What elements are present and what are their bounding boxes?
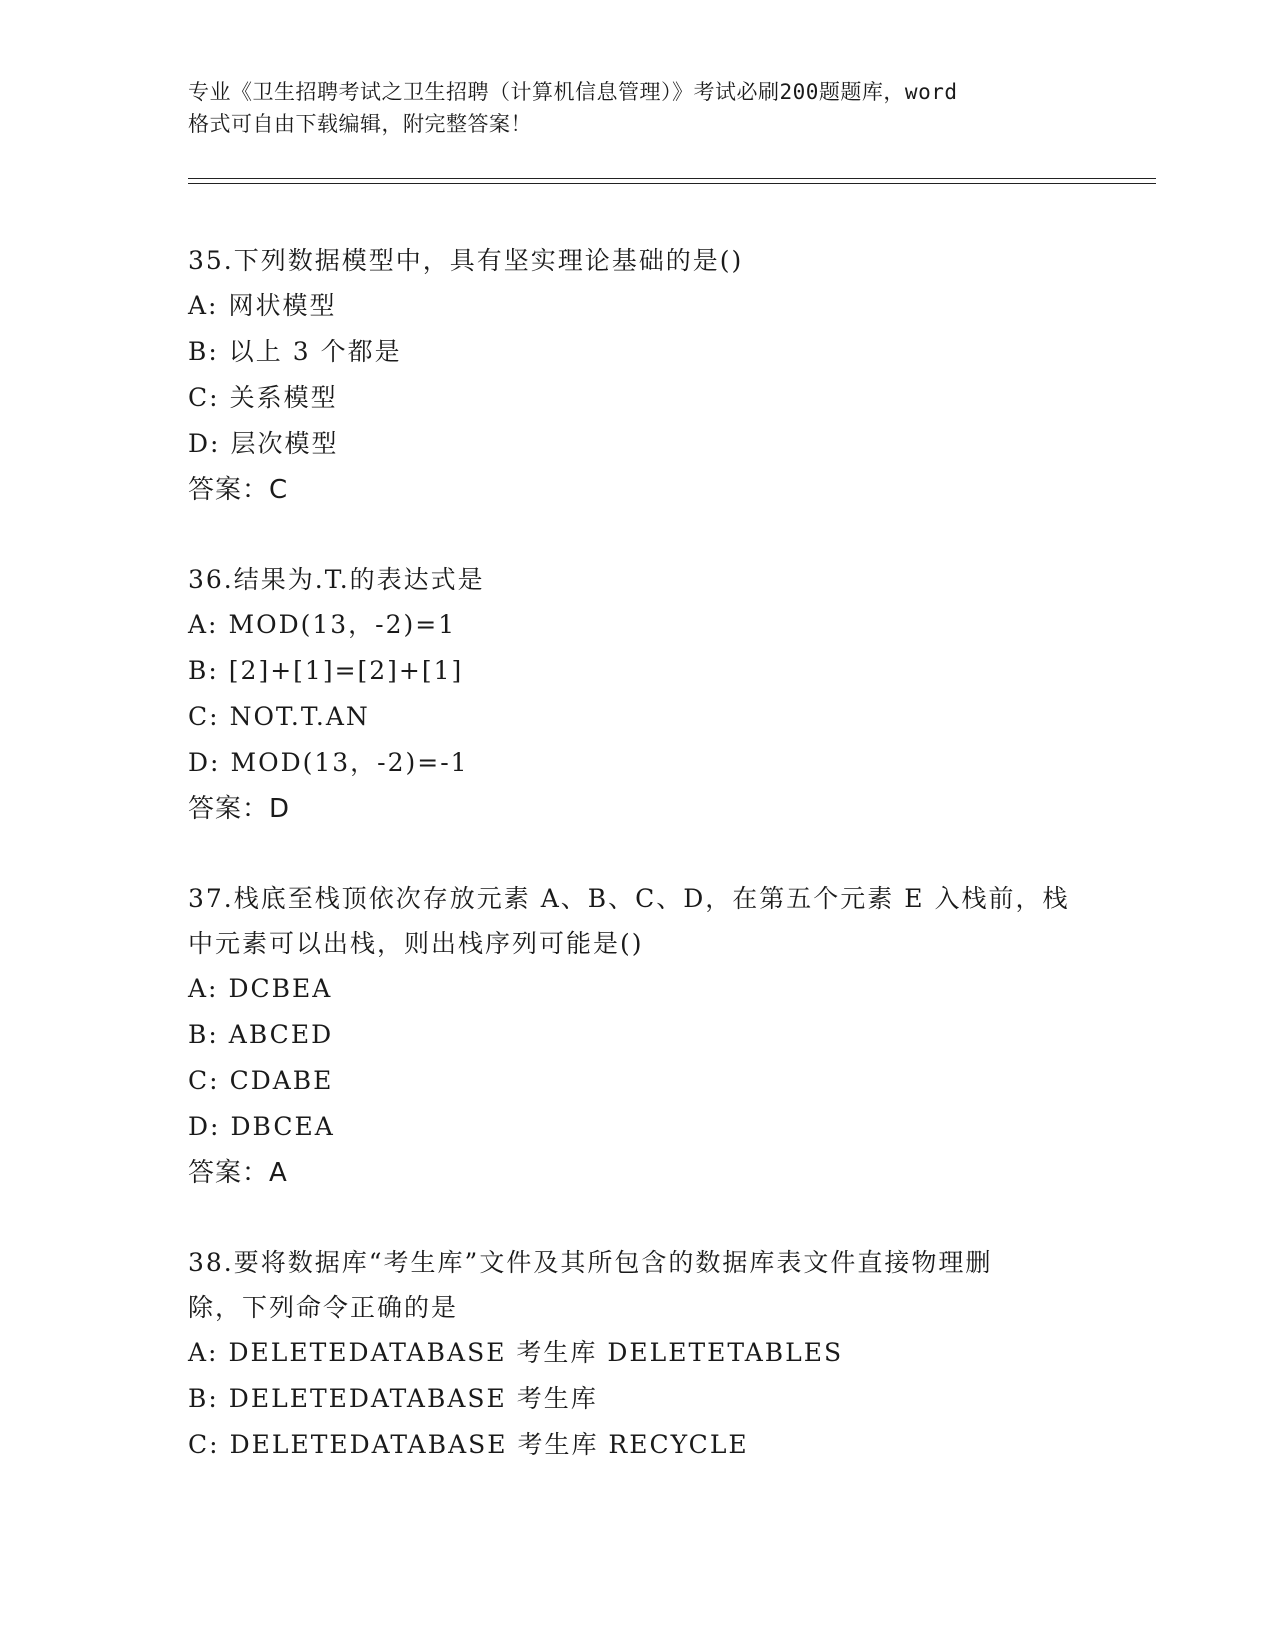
option-text: 关系模型 bbox=[229, 383, 338, 412]
question-35 bbox=[188, 238, 1088, 513]
option-label: B: bbox=[188, 656, 219, 685]
option-label: C: bbox=[188, 1430, 220, 1459]
option-label: A: bbox=[188, 974, 219, 1003]
option-label: D: bbox=[188, 748, 221, 777]
option-label: C: bbox=[188, 383, 220, 412]
option-text: NOT.T.AN bbox=[229, 702, 370, 731]
question-stem: 36.结果为.T.的表达式是 bbox=[188, 565, 485, 594]
option-label: B: bbox=[188, 1020, 219, 1049]
option-label: B: bbox=[188, 1384, 219, 1413]
option-a bbox=[188, 602, 1088, 648]
option-c bbox=[188, 694, 1088, 740]
option-c bbox=[188, 375, 1088, 421]
header-line-2: 格式可自由下载编辑，附完整答案！ bbox=[188, 112, 532, 136]
option-text: 网状模型 bbox=[228, 291, 337, 320]
option-text: DCBEA bbox=[228, 974, 333, 1003]
option-text: DBCEA bbox=[230, 1112, 335, 1141]
option-label: D: bbox=[188, 1112, 221, 1141]
question-36 bbox=[188, 557, 1088, 832]
question-stem: 35.下列数据模型中，具有坚实理论基础的是() bbox=[188, 246, 744, 275]
option-d bbox=[188, 421, 1088, 467]
option-text: DELETEDATABASE 考生库 bbox=[228, 1384, 598, 1413]
answer-line: 答案：C bbox=[188, 475, 289, 505]
option-c bbox=[188, 1422, 1088, 1468]
option-label: A: bbox=[188, 610, 219, 639]
question-stem-continued: 中元素可以出栈，则出栈序列可能是() bbox=[188, 929, 644, 958]
option-a bbox=[188, 283, 1088, 329]
answer-line: 答案：A bbox=[188, 1158, 288, 1188]
option-text: 以上 3 个都是 bbox=[228, 337, 402, 366]
option-text: DELETEDATABASE 考生库 RECYCLE bbox=[229, 1430, 749, 1459]
header-divider-top bbox=[188, 178, 1156, 179]
option-b bbox=[188, 1012, 1088, 1058]
header-line-1: 专业《卫生招聘考试之卫生招聘（计算机信息管理）》考试必刷200题题库，word bbox=[188, 80, 958, 104]
option-label: A: bbox=[188, 1338, 219, 1367]
option-label: B: bbox=[188, 337, 219, 366]
question-37 bbox=[188, 876, 1088, 1196]
option-label: D: bbox=[188, 429, 221, 458]
option-text: CDABE bbox=[229, 1066, 334, 1095]
question-38 bbox=[188, 1240, 1088, 1468]
option-text: MOD(13，-2)=1 bbox=[228, 610, 457, 639]
option-text: [2]+[1]=[2]+[1] bbox=[228, 656, 464, 685]
option-d bbox=[188, 1104, 1088, 1150]
answer-line: 答案：D bbox=[188, 794, 291, 824]
option-label: C: bbox=[188, 1066, 220, 1095]
question-list bbox=[188, 238, 1088, 1512]
option-d bbox=[188, 740, 1088, 786]
option-a bbox=[188, 1330, 1088, 1376]
header-divider-bottom bbox=[188, 183, 1156, 184]
option-b bbox=[188, 329, 1088, 375]
question-stem: 37.栈底至栈顶依次存放元素 A、B、C、D，在第五个元素 E 入栈前，栈 bbox=[188, 884, 1070, 913]
question-stem-continued: 除，下列命令正确的是 bbox=[188, 1293, 459, 1322]
question-stem: 38.要将数据库“考生库”文件及其所包含的数据库表文件直接物理删 bbox=[188, 1248, 993, 1277]
document-header bbox=[188, 76, 1088, 140]
option-a bbox=[188, 966, 1088, 1012]
option-label: C: bbox=[188, 702, 220, 731]
option-text: 层次模型 bbox=[230, 429, 339, 458]
option-text: ABCED bbox=[228, 1020, 334, 1049]
option-c bbox=[188, 1058, 1088, 1104]
option-b bbox=[188, 648, 1088, 694]
option-text: DELETEDATABASE 考生库 DELETETABLES bbox=[228, 1338, 844, 1367]
option-label: A: bbox=[188, 291, 219, 320]
option-b bbox=[188, 1376, 1088, 1422]
option-text: MOD(13，-2)=-1 bbox=[230, 748, 469, 777]
